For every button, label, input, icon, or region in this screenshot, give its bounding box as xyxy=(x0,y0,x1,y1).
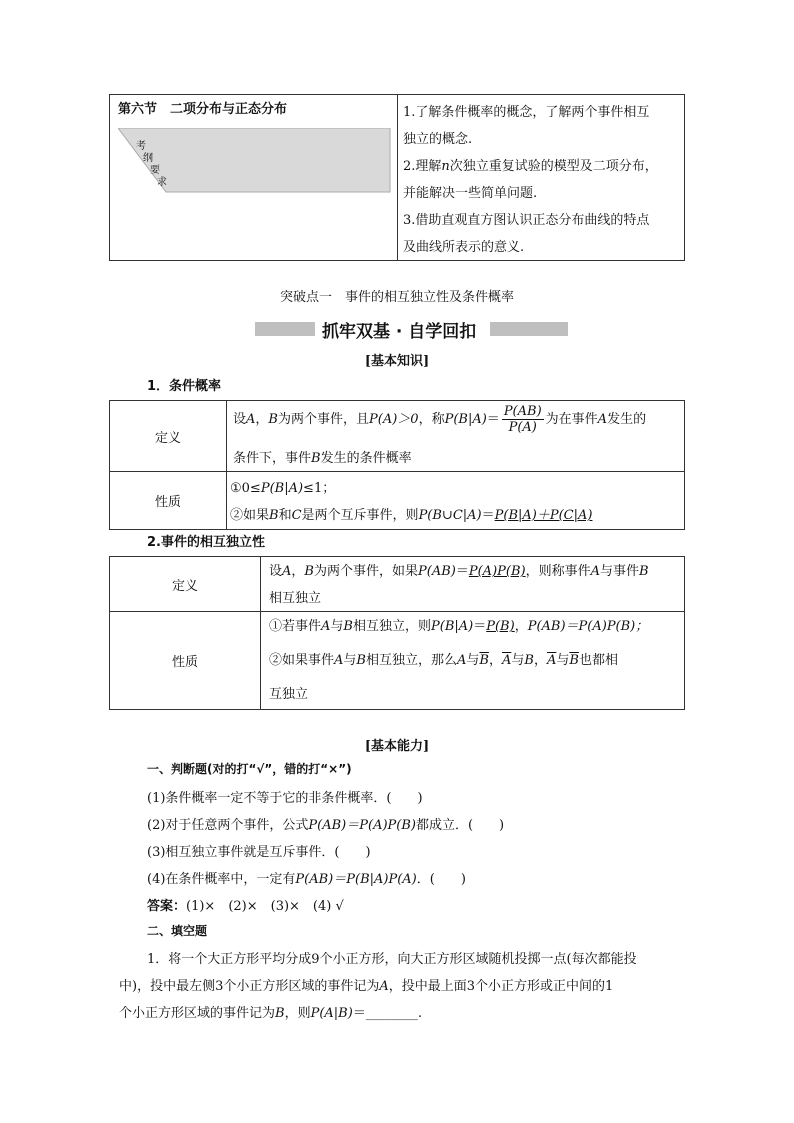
header-left-cell xyxy=(110,95,398,261)
indep-def-label: 定义 xyxy=(110,557,261,612)
text: 设 xyxy=(269,564,283,579)
banner-title: 抓牢双基 · 自学回扣 xyxy=(322,322,477,342)
text: 和 xyxy=(278,508,292,523)
text: 相互独立，则 xyxy=(352,619,431,634)
text: 发生的条件概率 xyxy=(320,451,412,466)
frac-den: P(A) xyxy=(508,420,537,435)
indep-prop-line2: ②如果事件A与B相互独立，那么A与$\overline{B}$，$\overline{A}$与B，$\overline{A}$与$\overline{B}$也都相 xyxy=(269,653,618,668)
var: A xyxy=(321,619,331,634)
indep-def-line1: 设A，B为两个事件，如果P(AB)＝P(A)P(B)，则称事件A与事件B xyxy=(269,564,649,579)
var: A xyxy=(282,564,292,579)
cond-prob-heading: 1．条件概率 xyxy=(147,379,222,394)
text: ，则称事件 xyxy=(525,564,591,579)
var: B xyxy=(639,564,649,579)
breakthrough-title: 突破点一 事件的相互独立性及条件概率 xyxy=(279,290,514,305)
text: 中)，投中最左侧3个小正方形区域的事件记为 xyxy=(119,979,380,994)
cond-def-label: 定义 xyxy=(110,401,227,472)
basic-ability-label: [基本能力] xyxy=(364,739,430,754)
text: 为在事件 xyxy=(545,412,598,427)
indep-def-cell xyxy=(261,557,685,612)
var: B xyxy=(356,653,366,668)
formula-answer: P(B) xyxy=(486,619,515,634)
var: B xyxy=(275,1006,285,1021)
basic-knowledge-label: [基本知识] xyxy=(364,354,430,369)
text: ≤1； xyxy=(303,481,336,496)
text: 与 xyxy=(556,653,570,668)
judge-q2 xyxy=(147,814,504,833)
requirement-line: 1.了解条件概率的概念，了解两个事件相互 xyxy=(403,105,650,120)
independence-table xyxy=(109,556,685,710)
fill-line2 xyxy=(119,975,613,994)
fill-line1: 1．将一个大正方形平均分成9个小正方形，向大正方形区域随机投掷一点(每次都能投 xyxy=(147,952,637,967)
var: B xyxy=(304,564,314,579)
text: 是两个互斥事件，则 xyxy=(301,508,419,523)
judge-heading: 一、判断题(对的打“√”，错的打“×”) xyxy=(147,762,352,776)
formula: P(AB) xyxy=(418,564,456,579)
var: B xyxy=(343,619,353,634)
frac-num: P(AB) xyxy=(503,404,542,419)
banner-bar-right xyxy=(490,322,568,336)
cond-prop-cell xyxy=(227,472,685,530)
text: ②如果事件 xyxy=(269,653,335,668)
req-text: 次独立重复试验的模型及二项分布， xyxy=(449,159,658,174)
var: A xyxy=(457,653,467,668)
text: 设 xyxy=(233,412,247,427)
requirements-list xyxy=(403,99,658,261)
formula: P(AB)＝P(B|A)P(A) xyxy=(295,872,417,887)
requirements-cell xyxy=(398,95,685,261)
cond-def-line1: 设A，B为两个事件，且P(A)＞0，称P(B|A)＝ $\frac{P(AB)}{P(A)}$ 为在事件A发生的 xyxy=(233,404,647,435)
answer-text: (1)× (2)× (3)× (4) √ xyxy=(186,899,344,914)
text: ，则 xyxy=(284,1006,311,1021)
formula-answer: P(B|A)＋P(C|A) xyxy=(494,508,593,523)
text: 与 xyxy=(330,619,344,634)
formula: P(AB)＝P(A)P(B)； xyxy=(527,619,649,634)
ribbon-char: 考 xyxy=(136,141,146,152)
text: 都成立．( ) xyxy=(415,818,505,833)
cond-prop-line1 xyxy=(230,477,335,496)
indep-def-line2: 相互独立 xyxy=(269,591,322,606)
section-title: 第六节 二项分布与正态分布 xyxy=(118,102,288,117)
var: A xyxy=(334,653,344,668)
fill-heading: 二、填空题 xyxy=(147,924,208,938)
var: B xyxy=(268,412,278,427)
var: B xyxy=(524,653,534,668)
requirement-line xyxy=(403,153,658,180)
indep-prop-label: 性质 xyxy=(110,612,261,710)
formula: P(B|A) xyxy=(431,619,474,634)
text: 为两个事件，如果 xyxy=(313,564,418,579)
banner-bar-left xyxy=(255,322,315,336)
text: 为两个事件，且 xyxy=(277,412,369,427)
text: 发生的 xyxy=(607,412,647,427)
cond-def-cell xyxy=(227,401,685,472)
text: 与事件 xyxy=(600,564,640,579)
formula: P(A|B) xyxy=(310,1006,353,1021)
text: 相互独立，那么 xyxy=(365,653,457,668)
cond-prob-table xyxy=(109,400,685,530)
indep-prop-line3: 互独立 xyxy=(269,687,309,702)
text: (2)对于任意两个事件，公式 xyxy=(147,818,309,833)
text: (4)在条件概率中，一定有 xyxy=(147,872,296,887)
formula-answer: P(A)P(B) xyxy=(468,564,526,579)
answer-label: 答案： xyxy=(147,899,187,914)
fraction xyxy=(502,404,544,435)
var: A xyxy=(597,412,608,427)
requirement-line: 3.借助直观直方图认识正态分布曲线的特点 xyxy=(403,213,650,228)
formula: P(B|A) xyxy=(260,481,304,496)
formula: P(AB)＝P(A)P(B) xyxy=(308,818,416,833)
text: ，称 xyxy=(418,412,445,427)
judge-q3: (3)相互独立事件就是互斥事件．( ) xyxy=(147,845,371,860)
formula: P(B|A) xyxy=(444,412,487,427)
ribbon-char: 求 xyxy=(157,177,167,188)
header-table xyxy=(109,94,685,261)
judge-q1: (1)条件概率一定不等于它的非条件概率．( ) xyxy=(147,791,423,806)
var: B xyxy=(269,508,279,523)
indep-prop-line1: ①若事件A与B相互独立，则P(B|A)＝P(B)，P(AB)＝P(A)P(B)； xyxy=(269,619,649,634)
requirement-line: 独立的概念. xyxy=(403,132,473,147)
text: ，投中最上面3个小正方形或正中间的1 xyxy=(388,979,614,994)
text: 也都相 xyxy=(578,653,618,668)
text: ①若事件 xyxy=(269,619,322,634)
text: ①0≤ xyxy=(230,481,261,496)
text: ＝________. xyxy=(352,1006,422,1021)
formula: P(B∪C|A) xyxy=(418,508,482,523)
var-n: n xyxy=(441,159,450,174)
var: B xyxy=(311,451,321,466)
var-complement: $\overline{A}$ xyxy=(546,653,557,668)
fill-line3 xyxy=(119,1002,422,1021)
judge-q4 xyxy=(147,868,466,887)
text: ②如果 xyxy=(230,508,270,523)
var: A xyxy=(246,412,256,427)
var-complement: $\overline{B}$ xyxy=(569,653,579,668)
text: 与 xyxy=(343,653,357,668)
var: A xyxy=(590,564,600,579)
requirement-line: 并能解决一些简单问题. xyxy=(403,186,538,201)
var-complement: $\overline{B}$ xyxy=(479,653,489,668)
text: 条件下，事件 xyxy=(233,451,312,466)
cond-def-line2 xyxy=(233,447,412,466)
requirement-line: 及曲线所表示的意义. xyxy=(403,240,525,255)
indep-prop-cell xyxy=(261,612,685,710)
var-complement: $\overline{A}$ xyxy=(501,653,512,668)
judge-answer xyxy=(147,895,344,914)
ribbon-char: 纲 xyxy=(143,153,153,164)
cond-prop-label: 性质 xyxy=(110,472,227,530)
cond-prop-line2: ②如果B和C是两个互斥事件，则P(B∪C|A)＝P(B|A)＋P(C|A) xyxy=(230,508,593,523)
formula: P(A)＞0 xyxy=(369,412,419,427)
var: A xyxy=(379,979,389,994)
var: C xyxy=(291,508,302,523)
text: 与 xyxy=(466,653,480,668)
req-text: 2.理解 xyxy=(403,159,442,174)
text: 个小正方形区域的事件记为 xyxy=(119,1006,276,1021)
text: ．( ) xyxy=(416,872,466,887)
independence-heading: 2.事件的相互独立性 xyxy=(147,535,265,550)
text: 与 xyxy=(511,653,525,668)
ribbon-char: 要 xyxy=(150,165,160,176)
